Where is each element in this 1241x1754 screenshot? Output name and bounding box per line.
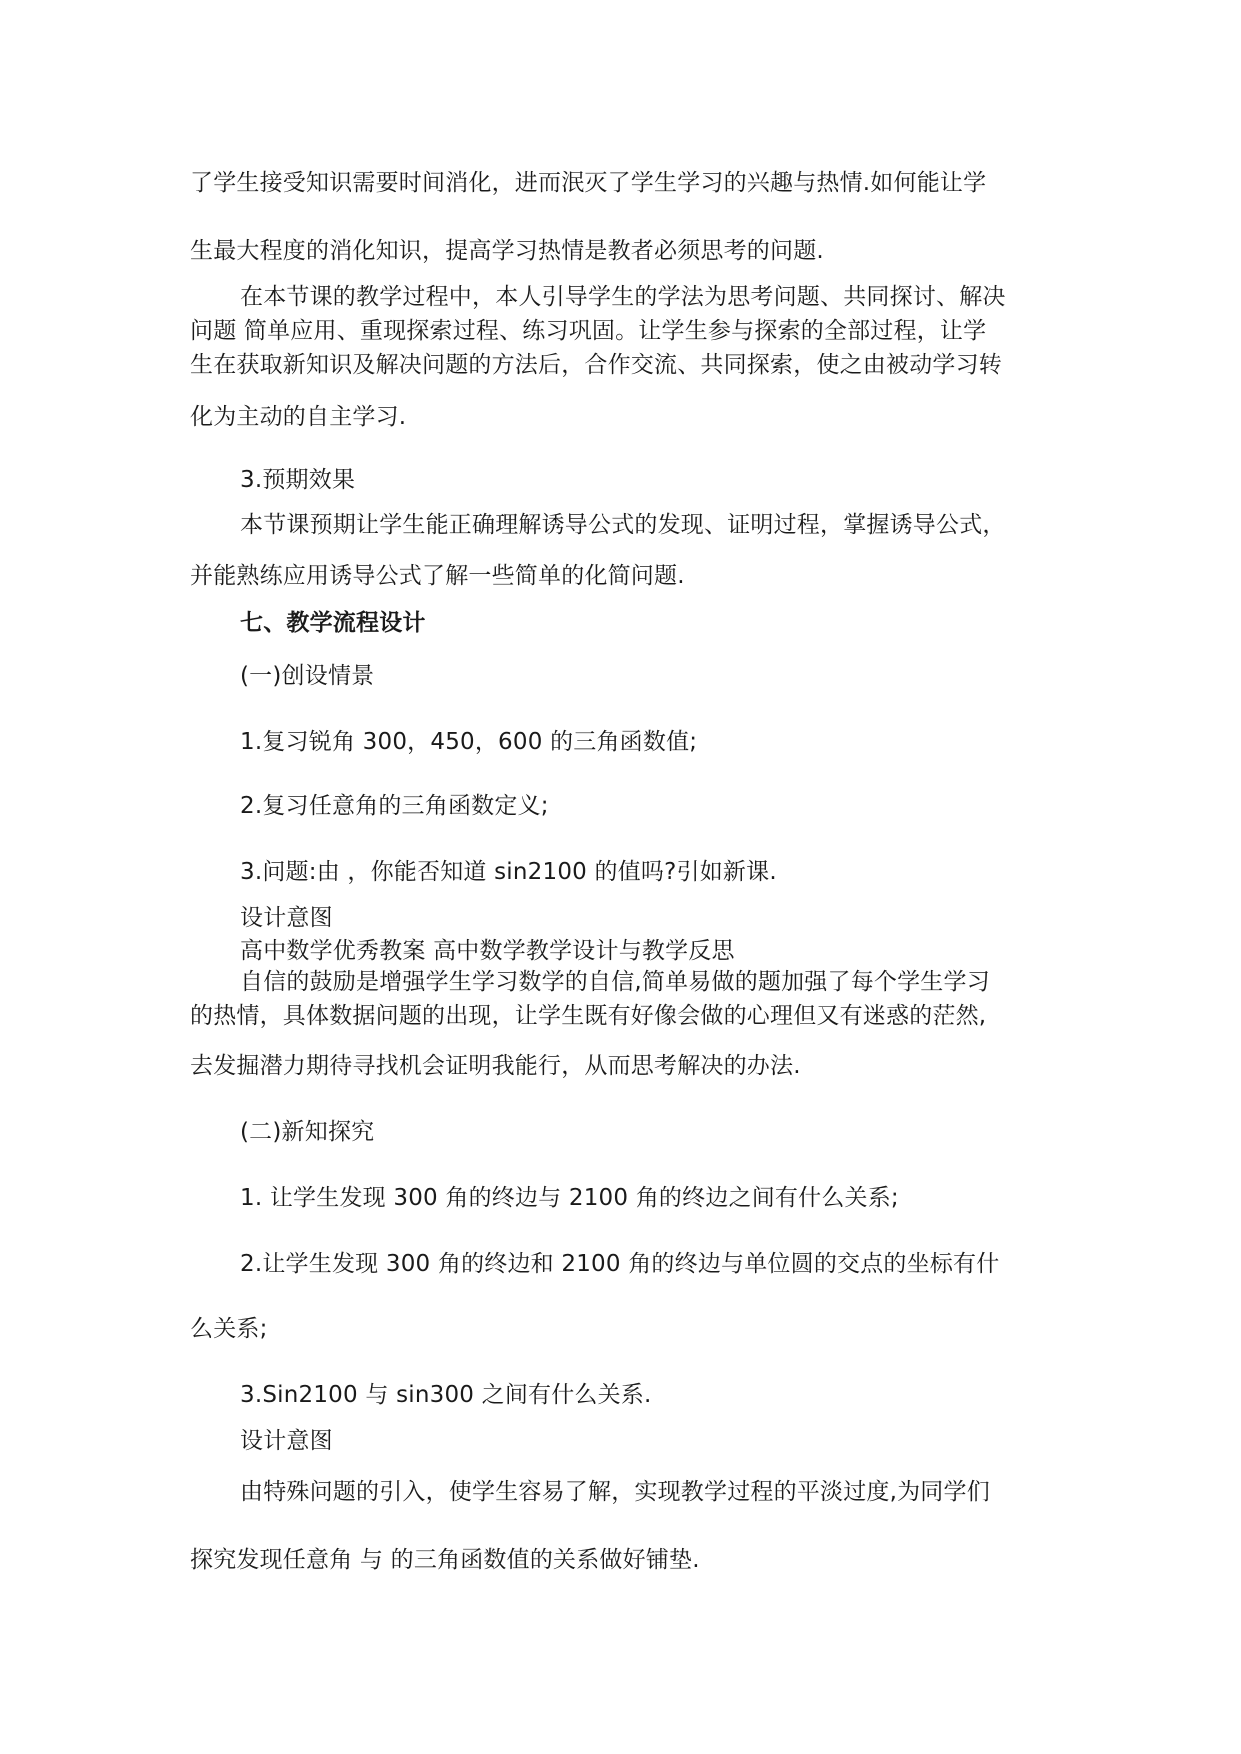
text-line: 1.复习锐角 300，450，600 的三角函数值; xyxy=(240,729,698,755)
text-line: 生在获取新知识及解决问题的方法后，合作交流、共同探索，使之由被动学习转 xyxy=(190,352,1002,378)
text-line: 化为主动的自主学习. xyxy=(190,404,407,430)
text-line: 本节课预期让学生能正确理解诱导公式的发现、证明过程，掌握诱导公式， xyxy=(240,512,1006,538)
text-line: 在本节课的教学过程中，本人引导学生的学法为思考问题、共同探讨、解决 xyxy=(240,284,1006,310)
text-line: 了学生接受知识需要时间消化，进而泯灭了学生学习的兴趣与热情.如何能让学 xyxy=(190,170,987,196)
chapter-heading: 七、教学流程设计 xyxy=(240,610,426,636)
text-line: 由特殊问题的引入，使学生容易了解，实现教学过程的平淡过度,为同学们 xyxy=(240,1479,990,1505)
section-heading: 3.预期效果 xyxy=(240,467,356,493)
text-line: 探究发现任意角 与 的三角函数值的关系做好铺垫. xyxy=(190,1547,700,1573)
text-line: 么关系; xyxy=(190,1316,268,1342)
section-heading: (二)新知探究 xyxy=(240,1119,375,1145)
text-line: 生最大程度的消化知识，提高学习热情是教者必须思考的问题. xyxy=(190,238,824,264)
text-line: 自信的鼓励是增强学生学习数学的自信,简单易做的题加强了每个学生学习 xyxy=(240,969,990,995)
text-line: 高中数学优秀教案 高中数学教学设计与教学反思 xyxy=(240,938,735,964)
text-line: 1. 让学生发现 300 角的终边与 2100 角的终边之间有什么关系; xyxy=(240,1185,899,1211)
text-line: 3.问题:由 ，你能否知道 sin2100 的值吗?引如新课. xyxy=(240,859,777,885)
text-line: 的热情，具体数据问题的出现，让学生既有好像会做的心理但又有迷惑的茫然, xyxy=(190,1003,987,1029)
text-line: 并能熟练应用诱导公式了解一些简单的化简问题. xyxy=(190,563,685,589)
text-line: 2.复习任意角的三角函数定义; xyxy=(240,793,549,819)
section-heading: (一)创设情景 xyxy=(240,663,375,689)
section-heading: 设计意图 xyxy=(240,1428,333,1454)
text-line: 去发掘潜力期待寻找机会证明我能行，从而思考解决的办法. xyxy=(190,1053,801,1079)
section-heading: 设计意图 xyxy=(240,905,333,931)
text-line: 2.让学生发现 300 角的终边和 2100 角的终边与单位圆的交点的坐标有什 xyxy=(240,1251,1000,1277)
text-line: 问题 简单应用、重现探索过程、练习巩固。让学生参与探索的全部过程，让学 xyxy=(190,318,987,344)
text-line: 3.Sin2100 与 sin300 之间有什么关系. xyxy=(240,1382,652,1408)
